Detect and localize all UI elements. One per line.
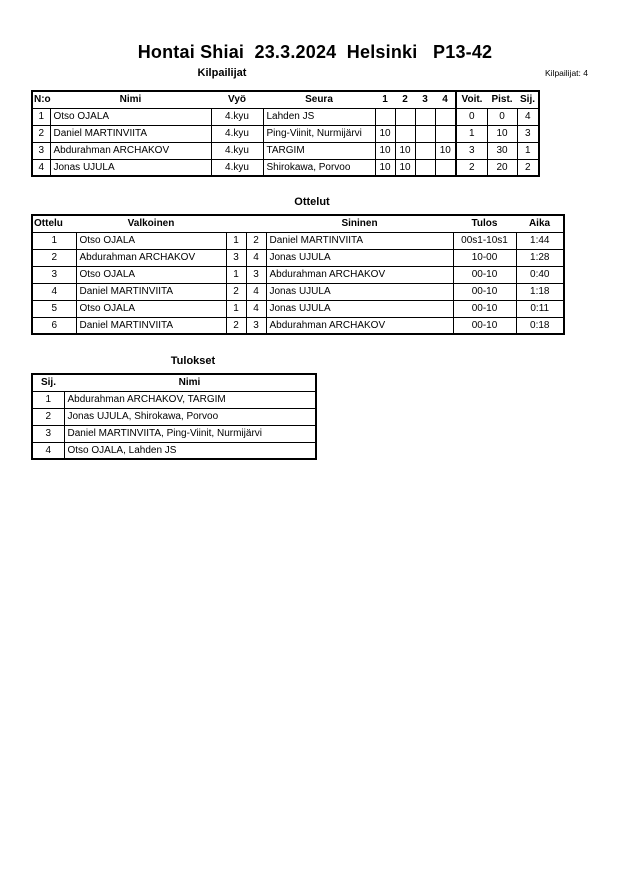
round-score	[435, 159, 456, 176]
round-score	[415, 125, 435, 142]
round-score: 10	[395, 159, 415, 176]
table-row	[32, 249, 564, 266]
placement-value: 2	[517, 159, 539, 176]
col-ottelu: Ottelu	[32, 215, 76, 232]
result-name: Jonas UJULA, Shirokawa, Porvoo	[64, 408, 316, 425]
placement-value: 1	[517, 142, 539, 159]
table-row	[32, 159, 539, 176]
table-row	[32, 125, 539, 142]
col-nimi: Nimi	[50, 91, 211, 108]
competitor-name: Daniel MARTINVIITA	[50, 125, 211, 142]
blue-player-number: 4	[246, 283, 266, 300]
match-time: 1:28	[516, 249, 564, 266]
col-vyo: Vyö	[211, 91, 263, 108]
competitors-count: Kilpailijat: 4	[545, 68, 588, 78]
white-player-name: Otso OJALA	[76, 266, 226, 283]
competitor-name: Jonas UJULA	[50, 159, 211, 176]
table-row	[32, 108, 539, 125]
col-sininen: Sininen	[266, 215, 453, 232]
table-row	[32, 142, 539, 159]
competitor-name: Abdurahman ARCHAKOV	[50, 142, 211, 159]
result-name: Daniel MARTINVIITA, Ping-Viinit, Nurmijärvi	[64, 425, 316, 442]
table-row	[32, 300, 564, 317]
match-time: 1:18	[516, 283, 564, 300]
white-player-number: 1	[226, 232, 246, 249]
competitor-number: 4	[32, 159, 50, 176]
col-nimi: Nimi	[64, 374, 316, 391]
table-row	[32, 425, 316, 442]
white-player-name: Abdurahman ARCHAKOV	[76, 249, 226, 266]
white-player-number: 2	[226, 317, 246, 334]
round-score: 10	[375, 159, 395, 176]
blue-player-name: Jonas UJULA	[266, 283, 453, 300]
match-result: 00-10	[453, 317, 516, 334]
round-score	[395, 125, 415, 142]
tulokset-heading: Tulokset	[170, 355, 216, 367]
col-spacer	[246, 215, 266, 232]
points-value: 0	[487, 108, 517, 125]
match-time: 0:18	[516, 317, 564, 334]
col-tulos: Tulos	[453, 215, 516, 232]
col-spacer	[226, 215, 246, 232]
competitor-belt: 4.kyu	[211, 125, 263, 142]
wins-value: 3	[456, 142, 487, 159]
col-voit: Voit.	[456, 91, 487, 108]
wins-value: 2	[456, 159, 487, 176]
result-name: Otso OJALA, Lahden JS	[64, 442, 316, 459]
table-row	[32, 408, 316, 425]
competitor-belt: 4.kyu	[211, 142, 263, 159]
white-player-name: Daniel MARTINVIITA	[76, 283, 226, 300]
blue-player-name: Jonas UJULA	[266, 300, 453, 317]
white-player-number: 1	[226, 300, 246, 317]
blue-player-number: 4	[246, 249, 266, 266]
competitors-table	[31, 90, 540, 177]
white-player-number: 2	[226, 283, 246, 300]
col-round-4: 4	[435, 91, 456, 108]
table-header-row	[32, 91, 539, 108]
competitor-club: Lahden JS	[263, 108, 375, 125]
col-no: N:o	[32, 91, 50, 108]
competitor-name: Otso OJALA	[50, 108, 211, 125]
white-player-number: 3	[226, 249, 246, 266]
page-title: Hontai Shiai 23.3.2024 Helsinki P13-42	[137, 42, 493, 62]
table-header-row	[32, 374, 316, 391]
competitor-number: 1	[32, 108, 50, 125]
blue-player-number: 4	[246, 300, 266, 317]
wins-value: 1	[456, 125, 487, 142]
match-result: 10-00	[453, 249, 516, 266]
blue-player-number: 3	[246, 266, 266, 283]
blue-player-name: Daniel MARTINVIITA	[266, 232, 453, 249]
competitor-club: TARGIM	[263, 142, 375, 159]
round-score	[415, 108, 435, 125]
round-score: 10	[395, 142, 415, 159]
competitor-number: 2	[32, 125, 50, 142]
table-row	[32, 266, 564, 283]
competitor-club: Ping-Viinit, Nurmijärvi	[263, 125, 375, 142]
table-row	[32, 317, 564, 334]
points-value: 30	[487, 142, 517, 159]
round-score: 10	[375, 125, 395, 142]
round-score	[395, 108, 415, 125]
wins-value: 0	[456, 108, 487, 125]
white-player-number: 1	[226, 266, 246, 283]
white-player-name: Daniel MARTINVIITA	[76, 317, 226, 334]
table-header-row	[32, 215, 564, 232]
match-result: 00-10	[453, 283, 516, 300]
placement-value: 4	[32, 442, 64, 459]
white-player-name: Otso OJALA	[76, 300, 226, 317]
white-player-name: Otso OJALA	[76, 232, 226, 249]
table-row	[32, 232, 564, 249]
match-time: 1:44	[516, 232, 564, 249]
table-row	[32, 391, 316, 408]
col-round-2: 2	[395, 91, 415, 108]
round-score: 10	[375, 142, 395, 159]
match-result: 00s1-10s1	[453, 232, 516, 249]
match-number: 1	[32, 232, 76, 249]
blue-player-name: Abdurahman ARCHAKOV	[266, 266, 453, 283]
match-result: 00-10	[453, 300, 516, 317]
col-pist: Pist.	[487, 91, 517, 108]
match-number: 6	[32, 317, 76, 334]
match-time: 0:40	[516, 266, 564, 283]
round-score	[375, 108, 395, 125]
round-score	[435, 108, 456, 125]
match-number: 4	[32, 283, 76, 300]
match-time: 0:11	[516, 300, 564, 317]
match-number: 5	[32, 300, 76, 317]
blue-player-name: Jonas UJULA	[266, 249, 453, 266]
round-score	[415, 159, 435, 176]
ottelut-heading: Ottelut	[294, 196, 330, 208]
competitor-club: Shirokawa, Porvoo	[263, 159, 375, 176]
placement-value: 1	[32, 391, 64, 408]
match-result: 00-10	[453, 266, 516, 283]
points-value: 10	[487, 125, 517, 142]
col-round-3: 3	[415, 91, 435, 108]
match-number: 3	[32, 266, 76, 283]
col-aika: Aika	[516, 215, 564, 232]
result-name: Abdurahman ARCHAKOV, TARGIM	[64, 391, 316, 408]
competitor-belt: 4.kyu	[211, 108, 263, 125]
points-value: 20	[487, 159, 517, 176]
placement-value: 3	[517, 125, 539, 142]
round-score	[435, 125, 456, 142]
table-row	[32, 283, 564, 300]
blue-player-number: 3	[246, 317, 266, 334]
placement-value: 2	[32, 408, 64, 425]
blue-player-name: Abdurahman ARCHAKOV	[266, 317, 453, 334]
col-seura: Seura	[263, 91, 375, 108]
placement-value: 3	[32, 425, 64, 442]
competitor-belt: 4.kyu	[211, 159, 263, 176]
final-results-table	[31, 373, 317, 460]
kilpailijat-heading: Kilpailijat	[197, 67, 247, 79]
match-number: 2	[32, 249, 76, 266]
placement-value: 4	[517, 108, 539, 125]
round-score	[415, 142, 435, 159]
matches-table	[31, 214, 565, 335]
blue-player-number: 2	[246, 232, 266, 249]
col-round-1: 1	[375, 91, 395, 108]
table-row	[32, 442, 316, 459]
col-sij: Sij.	[32, 374, 64, 391]
col-valkoinen: Valkoinen	[76, 215, 226, 232]
competitor-number: 3	[32, 142, 50, 159]
round-score: 10	[435, 142, 456, 159]
col-sij: Sij.	[517, 91, 539, 108]
